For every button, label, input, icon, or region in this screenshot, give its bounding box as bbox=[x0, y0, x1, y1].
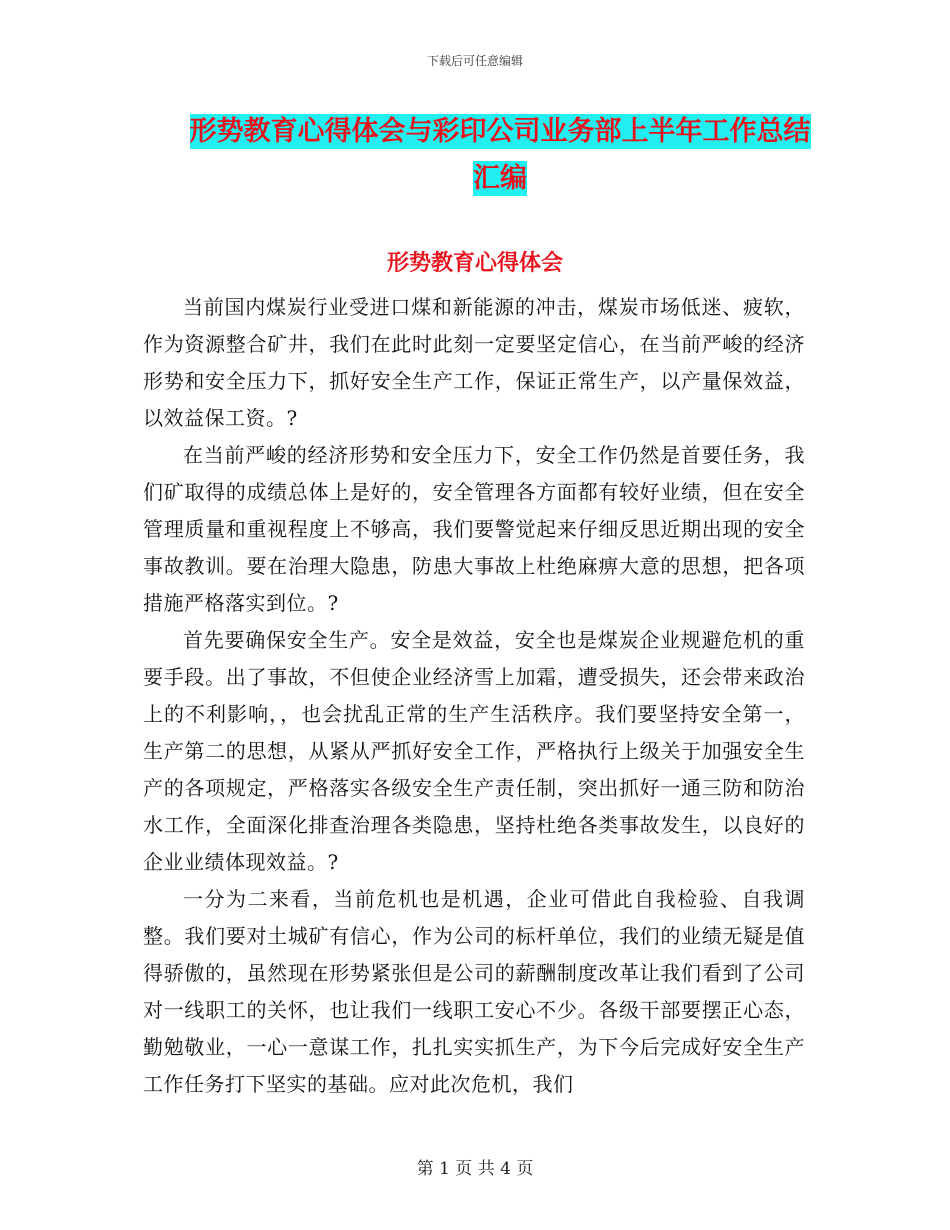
header-note: 下载后可任意编辑 bbox=[426, 54, 523, 68]
paragraph-3: 首先要确保安全生产。安全是效益，安全也是煤炭企业规避危机的重要手段。出了事故，不但使企业经济雪上加霜，遭受损失，还会带来政治上的不利影响，，也会扰乱正常的生产生活秩序。我们要坚持安全第一，生产第二的思想，从紧从严抓好安全工作，严格执行上级关于加强安全生产的各项规定，严格落实各级安全生产责任制，突出抓好一通三防和防治水工作，全面深化排查治理各类隐患，坚持杜绝各类事故发生，以良好的企业业绩体现效益。? bbox=[143, 628, 805, 874]
document-title bbox=[130, 108, 870, 202]
section-title: 形势教育心得体会 bbox=[386, 251, 563, 276]
paragraph-4: 一分为二来看，当前危机也是机遇，企业可借此自我检验、自我调整。我们要对土城矿有信心，作为公司的标杆单位，我们的业绩无疑是值得骄傲的，虽然现在形势紧张但是公司的薪酬制度改革让我们看到了公司对一线职工的关怀，也让我们一线职工安心不少。各级干部要摆正心态，勤勉敬业，一心一意谋工作，扎扎实实抓生产，为下今后完成好安全生产工作任务打下坚实的基础。应对此次危机，我们 bbox=[143, 887, 805, 1096]
paragraph-1: 当前国内煤炭行业受进口煤和新能源的冲击，煤炭市场低迷、疲软，作为资源整合矿井，我们在此时此刻一定要坚定信心，在当前严峻的经济形势和安全压力下，抓好安全生产工作，保证正常生产，以产量保效益，以效益保工资。? bbox=[143, 295, 805, 430]
document-title-line1: 形势教育心得体会与彩印公司业务部上半年工作总结 bbox=[189, 116, 811, 147]
page-footer: 第 1 页 共 4 页 bbox=[416, 1159, 534, 1179]
document-title-line2: 汇编 bbox=[473, 163, 527, 194]
body-text bbox=[143, 289, 805, 1103]
paragraph-2: 在当前严峻的经济形势和安全压力下，安全工作仍然是首要任务，我们矿取得的成绩总体上是好的，安全管理各方面都有较好业绩，但在安全管理质量和重视程度上不够高，我们要警觉起来仔细反思近期出现的安全事故教训。要在治理大隐患，防患大事故上杜绝麻痹大意的思想，把各项措施严格落实到位。? bbox=[143, 443, 805, 615]
